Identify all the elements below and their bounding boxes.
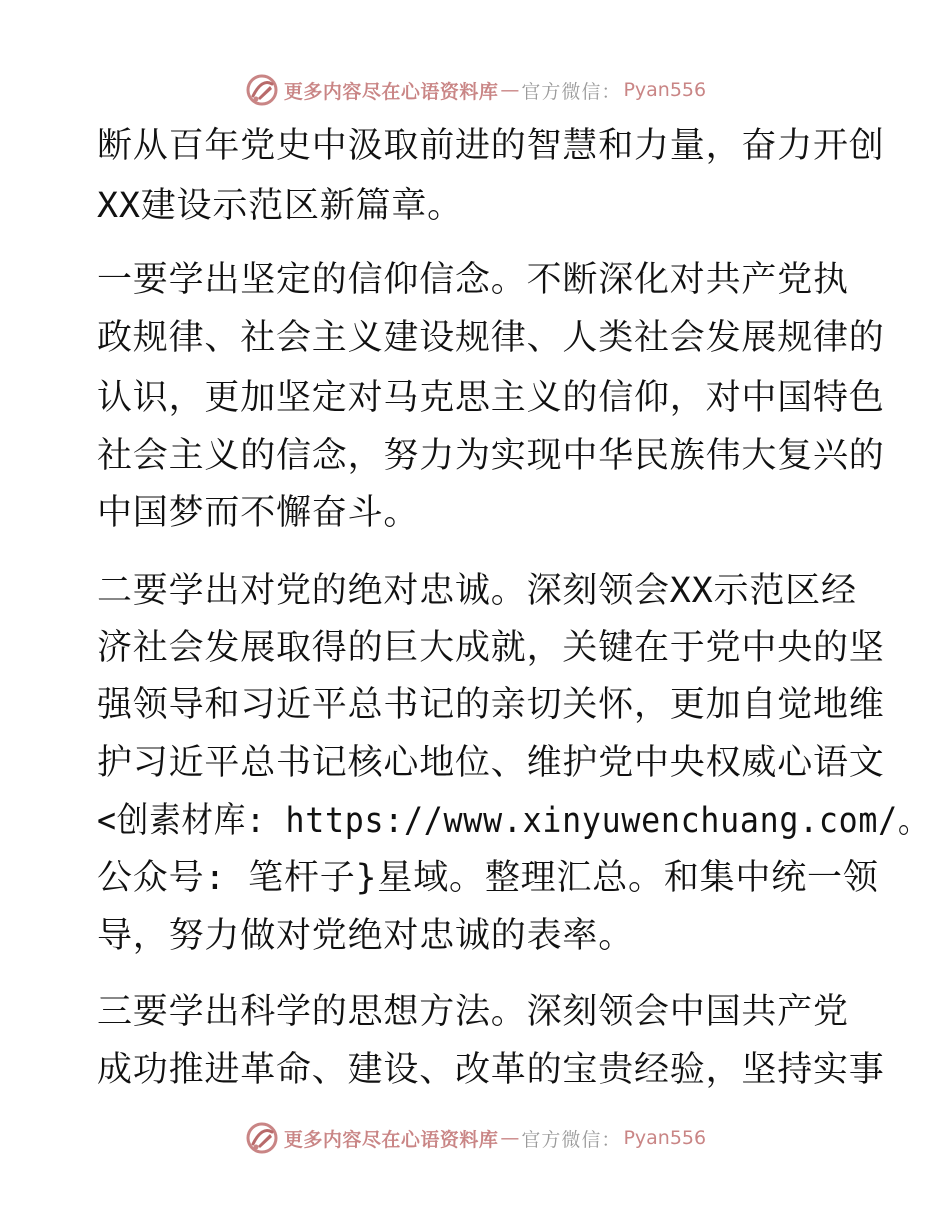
body-line: 二要学出对党的绝对忠诚。深刻领会XX示范区经 bbox=[97, 571, 857, 611]
watermark-handle: Pyan556 bbox=[623, 1127, 707, 1149]
watermark-separator: — bbox=[500, 1127, 520, 1149]
body-line: 强领导和习近平总书记的亲切关怀，更加自觉地维 bbox=[97, 685, 885, 725]
body-line: 认识，更加坚定对马克思主义的信仰，对中国特色 bbox=[97, 378, 885, 418]
pen-swirl-logo-icon bbox=[244, 72, 280, 108]
body-line: XX建设示范区新篇章。 bbox=[97, 186, 463, 226]
body-line: 公众号: 笔杆子}星域。整理汇总。和集中统一领 bbox=[97, 858, 879, 898]
body-line: 三要学出科学的思想方法。深刻领会中国共产党 bbox=[97, 992, 849, 1032]
watermark-brand: 更多内容尽在心语资料库 bbox=[283, 1128, 499, 1151]
header-watermark bbox=[0, 70, 950, 110]
watermark-official-label: 官方微信： bbox=[521, 1128, 622, 1151]
watermark-separator: — bbox=[500, 79, 520, 101]
pen-swirl-logo-icon bbox=[244, 1120, 280, 1156]
body-line: 护习近平总书记核心地位、维护党中央权威心语文 bbox=[97, 743, 885, 783]
watermark-official-label: 官方微信： bbox=[521, 80, 622, 103]
watermark-brand: 更多内容尽在心语资料库 bbox=[283, 80, 499, 103]
body-line: 断从百年党史中汲取前进的智慧和力量，奋力开创 bbox=[97, 126, 885, 166]
watermark-handle: Pyan556 bbox=[623, 79, 707, 101]
footer-watermark bbox=[0, 1118, 950, 1158]
body-line: 导，努力做对党绝对忠诚的表率。 bbox=[97, 916, 635, 956]
body-line: 成功推进革命、建设、改革的宝贵经验，坚持实事 bbox=[97, 1050, 885, 1090]
body-line: 济社会发展取得的巨大成就，关键在于党中央的坚 bbox=[97, 628, 885, 668]
body-line: 政规律、社会主义建设规律、人类社会发展规律的 bbox=[97, 318, 885, 358]
body-line: 一要学出坚定的信仰信念。不断深化对共产党执 bbox=[97, 260, 849, 300]
body-line: <创素材库: https://www.xinyuwenchuang.com/。 bbox=[97, 801, 931, 841]
body-line: 中国梦而不懈奋斗。 bbox=[97, 493, 420, 533]
body-line: 社会主义的信念，努力为实现中华民族伟大复兴的 bbox=[97, 436, 885, 476]
